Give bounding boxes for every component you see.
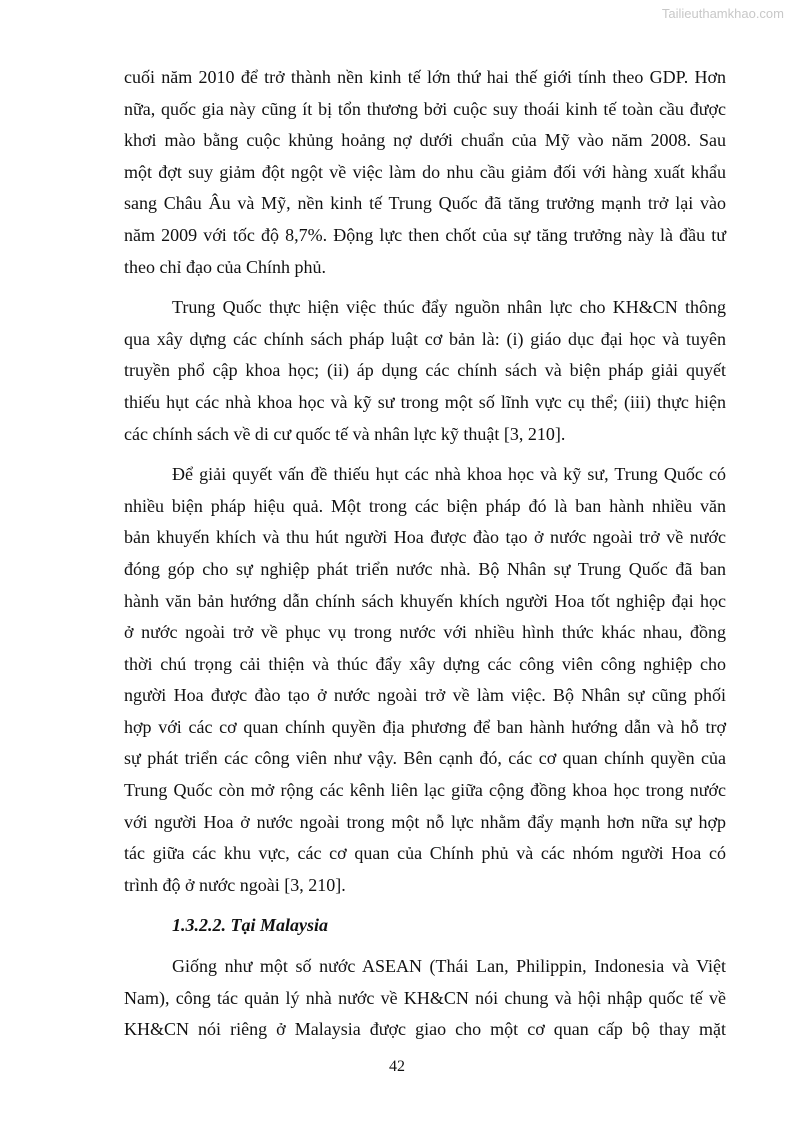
text-line: khơi mào bằng cuộc khủng hoảng nợ dưới chuẩn của Mỹ vào năm 2008. Sau xyxy=(124,130,726,151)
text-line: theo chỉ đạo của Chính phủ. xyxy=(124,256,326,277)
text-line: thiếu hụt các nhà khoa học và kỹ sư trong một số lĩnh vực cụ thể; (iii) thực hiện xyxy=(124,391,726,412)
text-line: thời chú trọng cải thiện và thúc đẩy xây dựng các công viên công nghiệp cho xyxy=(124,653,726,674)
page-number: 42 xyxy=(389,1058,405,1075)
text-line: Giống như một số nước ASEAN (Thái Lan, Philippin, Indonesia và Việt xyxy=(172,956,726,977)
text-line: tác giữa các khu vực, các cơ quan của Chính phủ và các nhóm người Hoa có xyxy=(124,843,726,864)
text-line: đóng góp cho sự nghiệp phát triển nước nhà. Bộ Nhân sự Trung Quốc đã ban xyxy=(124,558,726,579)
text-line: trình độ ở nước ngoài [3, 210]. xyxy=(124,874,346,895)
text-line: hợp với các cơ quan chính quyền địa phương để ban hành hướng dẫn và hỗ trợ xyxy=(124,716,726,737)
text-line: Để giải quyết vấn đề thiếu hụt các nhà khoa học và kỹ sư, Trung Quốc có xyxy=(172,464,726,485)
text-line: qua xây dựng các chính sách pháp luật cơ bản là: (i) giáo dục đại học và tuyên xyxy=(124,328,726,349)
text-line: Trung Quốc còn mở rộng các kênh liên lạc giữa cộng đồng khoa học trong nước xyxy=(124,780,726,801)
text-line: Trung Quốc thực hiện việc thúc đẩy nguồn nhân lực cho KH&CN thông xyxy=(172,297,726,318)
paragraph-1 xyxy=(124,62,726,283)
text-line: sang Châu Âu và Mỹ, nền kinh tế Trung Quốc đã tăng trưởng mạnh trở lại vào xyxy=(124,193,726,214)
text-line: Nam), công tác quản lý nhà nước về KH&CN nói chung và hội nhập quốc tế về xyxy=(124,987,726,1008)
text-line: sự phát triển các công viên như vậy. Bên cạnh đó, các cơ quan chính quyền của xyxy=(124,748,726,769)
text-line: cuối năm 2010 để trở thành nền kinh tế lớn thứ hai thế giới tính theo GDP. Hơn xyxy=(124,67,726,87)
document-page xyxy=(124,62,726,1046)
text-line: ở nước ngoài trở về phục vụ trong nước với nhiều hình thức khác nhau, đồng xyxy=(124,622,726,643)
paragraph-3 xyxy=(124,459,726,901)
section-heading: 1.3.2.2. Tại Malaysia xyxy=(172,915,328,936)
text-line: hành văn bản hướng dẫn chính sách khuyến khích người Hoa tốt nghiệp đại học xyxy=(124,590,726,611)
paragraph-4 xyxy=(124,951,726,1046)
text-line: KH&CN nói riêng ở Malaysia được giao cho một cơ quan cấp bộ thay mặt xyxy=(124,1019,726,1040)
paragraph-spacing xyxy=(124,450,726,459)
text-line: với người Hoa ở nước ngoài trong một nỗ lực nhằm đẩy mạnh hơn nữa sự hợp xyxy=(124,811,726,832)
text-line: người Hoa được đào tạo ở nước ngoài trở về làm việc. Bộ Nhân sự cũng phối xyxy=(124,685,726,706)
paragraph-spacing xyxy=(124,283,726,292)
paragraph-2 xyxy=(124,292,726,450)
text-line: bản khuyến khích và thu hút người Hoa được đào tạo ở nước ngoài trở về nước xyxy=(124,527,726,548)
text-line: một đợt suy giảm đột ngột về việc làm do nhu cầu giảm đối với hàng xuất khẩu xyxy=(124,161,726,182)
text-line: nhiều biện pháp hiệu quả. Một trong các biện pháp đó là ban hành nhiều văn xyxy=(124,495,726,516)
text-line: truyền phổ cập khoa học; (ii) áp dụng các chính sách và biện pháp giải quyết xyxy=(124,360,726,381)
text-line: các chính sách về di cư quốc tế và nhân lực kỹ thuật [3, 210]. xyxy=(124,423,566,444)
text-line: năm 2009 với tốc độ 8,7%. Động lực then chốt của sự tăng trưởng này là đầu tư xyxy=(124,224,726,245)
text-line: nữa, quốc gia này cũng ít bị tổn thương bởi cuộc suy thoái kinh tế toàn cầu được xyxy=(124,98,726,119)
watermark: Tailieuthamkhao.com xyxy=(661,6,784,21)
